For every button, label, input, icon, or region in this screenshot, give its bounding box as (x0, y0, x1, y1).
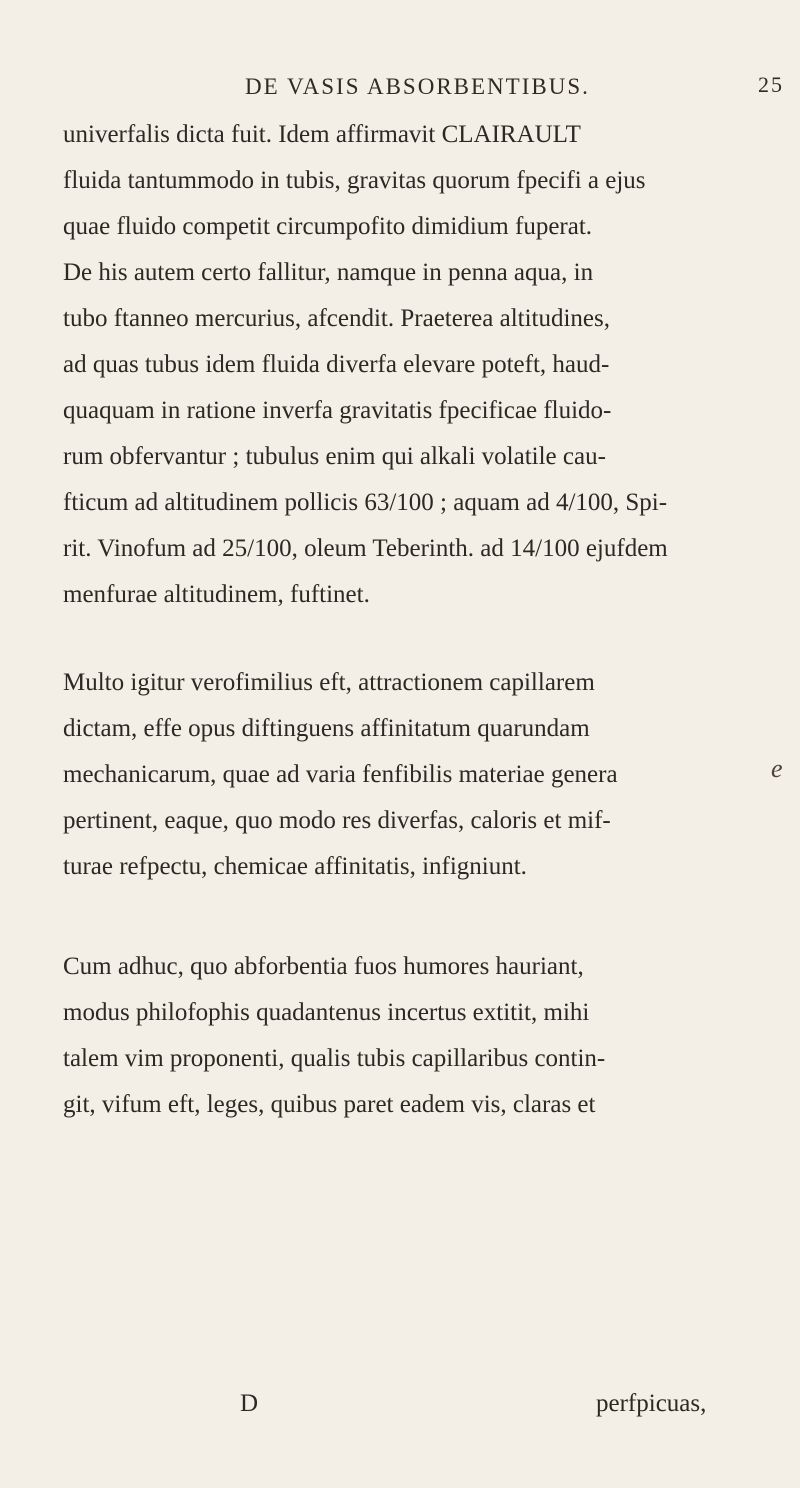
text-line: dictam, effe opus diftinguens affinitatum quarundam (63, 715, 590, 742)
text-line: univerfalis dicta fuit. Idem affirmavit CLAIRAULT (63, 121, 581, 148)
text-line: turae refpectu, chemicae affinitatis, infigniunt. (63, 853, 527, 880)
text-line: Cum adhuc, quo abforbentia fuos humores hauriant, (63, 953, 584, 980)
running-title: DE VASIS ABSORBENTIBUS. (245, 74, 590, 99)
text-line: git, vifum eft, leges, quibus paret eadem vis, claras et (63, 1091, 596, 1118)
text-line: fluida tantummodo in tubis, gravitas quorum fpecifi a ejus (63, 167, 646, 194)
text-line: talem vim proponenti, qualis tubis capillaribus contin- (63, 1045, 606, 1072)
signature-mark: D (240, 1390, 259, 1417)
text-line: mechanicarum, quae ad varia fenfibilis materiae genera (63, 761, 618, 788)
text-line: Multo igitur verofimilius eft, attractionem capillarem (63, 669, 595, 696)
text-line: quaquam in ratione inverfa gravitatis fpecificae fluido- (63, 397, 612, 424)
text-line: fticum ad altitudinem pollicis 63/100 ; aquam ad 4/100, Spi- (63, 489, 668, 516)
margin-annotation: e (771, 754, 783, 783)
text-line: modus philofophis quadantenus incertus extitit, mihi (63, 999, 590, 1026)
page-number: 25 (758, 72, 784, 97)
text-line: pertinent, eaque, quo modo res diverfas, caloris et mif- (63, 807, 611, 834)
text-line: ad quas tubus idem fluida diverfa elevare poteft, haud- (63, 351, 610, 378)
text-line: rit. Vinofum ad 25/100, oleum Teberinth. ad 14/100 ejufdem (63, 535, 668, 562)
text-line: tubo ftanneo mercurius, afcendit. Praeterea altitudines, (63, 305, 611, 332)
text-line: menfurae altitudinem, fuftinet. (63, 581, 370, 608)
text-line: quae fluido competit circumpofito dimidium fuperat. (63, 213, 593, 240)
catchword: perfpicuas, (596, 1390, 707, 1417)
text-line: De his autem certo fallitur, namque in penna aqua, in (63, 259, 594, 286)
text-line: rum obfervantur ; tubulus enim qui alkali volatile cau- (63, 443, 606, 470)
